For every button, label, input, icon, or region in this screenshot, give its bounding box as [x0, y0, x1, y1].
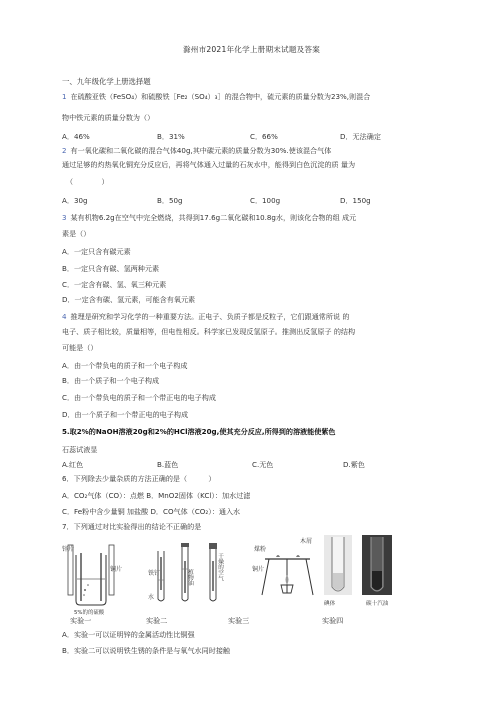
- label-copper-plate: 铜片: [252, 566, 265, 573]
- question-text: 在硫酸亚铁（FeSO₄）和硫酸铁［Fe₂（SO₄）₃］的混合物中，硫元素的质量分数为23%,则混合: [70, 92, 371, 101]
- label-coal: 煤粉: [254, 546, 267, 553]
- caption-experiment-1: 实验一: [70, 616, 92, 625]
- option-b: B.蓝色: [157, 460, 179, 469]
- question-1-line-1: [62, 92, 370, 102]
- experiment-1-figure: [62, 545, 122, 616]
- question-text: 推理是研究和学习化学的一种重要方法。正电子、负质子都是反粒子，它们跟通常所说 的: [70, 312, 350, 321]
- caption-experiment-4: 实验四: [322, 616, 344, 625]
- question-text: 有一氧化碳和二氧化碳的混合气体40g,其中碳元素的质量分数为30%.使该混合气体: [70, 146, 332, 155]
- question-number: 1: [62, 92, 67, 101]
- option-b: B．50g: [157, 196, 183, 205]
- question-2-line-1: [62, 146, 331, 156]
- question-number: 4: [62, 312, 67, 321]
- label-copper: 铜片: [110, 566, 123, 573]
- option-a: A.红色: [62, 460, 84, 469]
- question-number: 3: [62, 213, 67, 222]
- question-1-line-2: 物中铁元素的质量分数为（）: [62, 113, 155, 122]
- option-c: C．100g: [250, 196, 281, 205]
- label-gasoline: 碳十汽油: [366, 601, 389, 607]
- question-4-line-2: 电子、质子相比较，质量相等，但电性相反。科学家已发现反氢原子。推测出反氢原子 的结构: [62, 327, 356, 336]
- option-c: C．由一个带负电的质子和一个带正电的电子构成: [62, 393, 216, 402]
- experiment-3-figure: [252, 537, 313, 595]
- option-d: D．由一个质子和一个带正电的电子构成: [62, 410, 189, 419]
- question-7-line-1: 7．下列通过对比实验得出的结论不正确的是: [62, 522, 202, 531]
- option-a: A．一定只含有碳元素: [62, 247, 131, 256]
- question-6-line-2: A．CO₂气体（CO）：点燃 B．MnO2固体（KCl）：加水过滤: [62, 491, 251, 500]
- question-4-line-1: [62, 312, 349, 322]
- option-b: B．由一个质子和一个电子构成: [62, 376, 160, 385]
- section-heading: 一、九年级化学上册选择题: [62, 77, 151, 86]
- question-5-line-2: 石蕊试液显: [62, 445, 98, 454]
- page-title: 滁州市2021年化学上册期末试题及答案: [182, 45, 321, 54]
- question-6-line-1: 6．下列除去少量杂质的方法正确的是（ ）: [62, 474, 216, 483]
- option-c: C.无色: [252, 460, 274, 469]
- label-iodine: 碘体: [324, 601, 336, 607]
- question-3-line-1: [62, 213, 356, 223]
- label-wood: 木屑: [300, 538, 313, 545]
- label-solution: 5%的的硫酸: [74, 610, 105, 616]
- question-3-line-2: 素是（）: [62, 229, 91, 238]
- question-7-option-a: A．实验一可以证明锌的金属活动性比铜强: [62, 630, 195, 639]
- option-a: A．46%: [62, 132, 90, 141]
- question-4-line-3: 可能是（）: [62, 343, 98, 352]
- question-6-line-3: C．Fe粉中含少量铜 加盐酸 D．CO气体（CO₂）：通入水: [62, 507, 241, 516]
- label-zinc: 锌片: [62, 546, 75, 553]
- label-oil: 植物油: [187, 569, 193, 586]
- option-a: A．由一个带负电的质子和一个电子构成: [62, 361, 188, 370]
- option-d: D.紫色: [343, 460, 365, 469]
- option-d: D．一定含有碳、氢元素，可能含有氧元素: [62, 295, 196, 304]
- option-a: A．30g: [62, 196, 88, 205]
- option-b: B．31%: [157, 132, 185, 141]
- option-d: D．无法确定: [340, 132, 381, 141]
- question-2-line-2: 通过足够的灼热氧化铜充分反应后，再将气体通入过量的石灰水中，能得到白色沉淀的质 量为: [62, 160, 356, 169]
- label-water: 水: [148, 594, 155, 601]
- question-5-line-1: 5.取2%的NaOH溶液20g和2%的HCl溶液20g,使其充分反应,所得到的溶液能使紫色: [62, 427, 336, 436]
- option-c: C．66%: [250, 132, 278, 141]
- experiment-4-figure: [324, 535, 392, 607]
- question-2-line-3: （ ）: [66, 177, 109, 186]
- label-nail: 铁钉: [148, 570, 161, 577]
- label-dry-air: 干燥的空气: [217, 553, 223, 581]
- caption-experiment-2: 实验二: [146, 616, 168, 625]
- option-d: D．150g: [340, 196, 371, 205]
- question-7-option-b: B．实验二可以说明铁生锈的条件是与氧气水同时接触: [62, 646, 231, 655]
- option-b: B．一定只含有碳、氢两种元素: [62, 264, 160, 273]
- caption-experiment-3: 实验三: [228, 616, 250, 625]
- experiment-figures: [62, 535, 442, 616]
- question-number: 2: [62, 146, 67, 155]
- question-text: 某有机物6.2g在空气中完全燃烧，共得到17.6g二氧化碳和10.8g水，则该化合物的组 成元: [70, 213, 357, 222]
- experiment-2-figure: [148, 543, 224, 601]
- option-c: C．一定含有碳、氢、氧三种元素: [62, 280, 167, 289]
